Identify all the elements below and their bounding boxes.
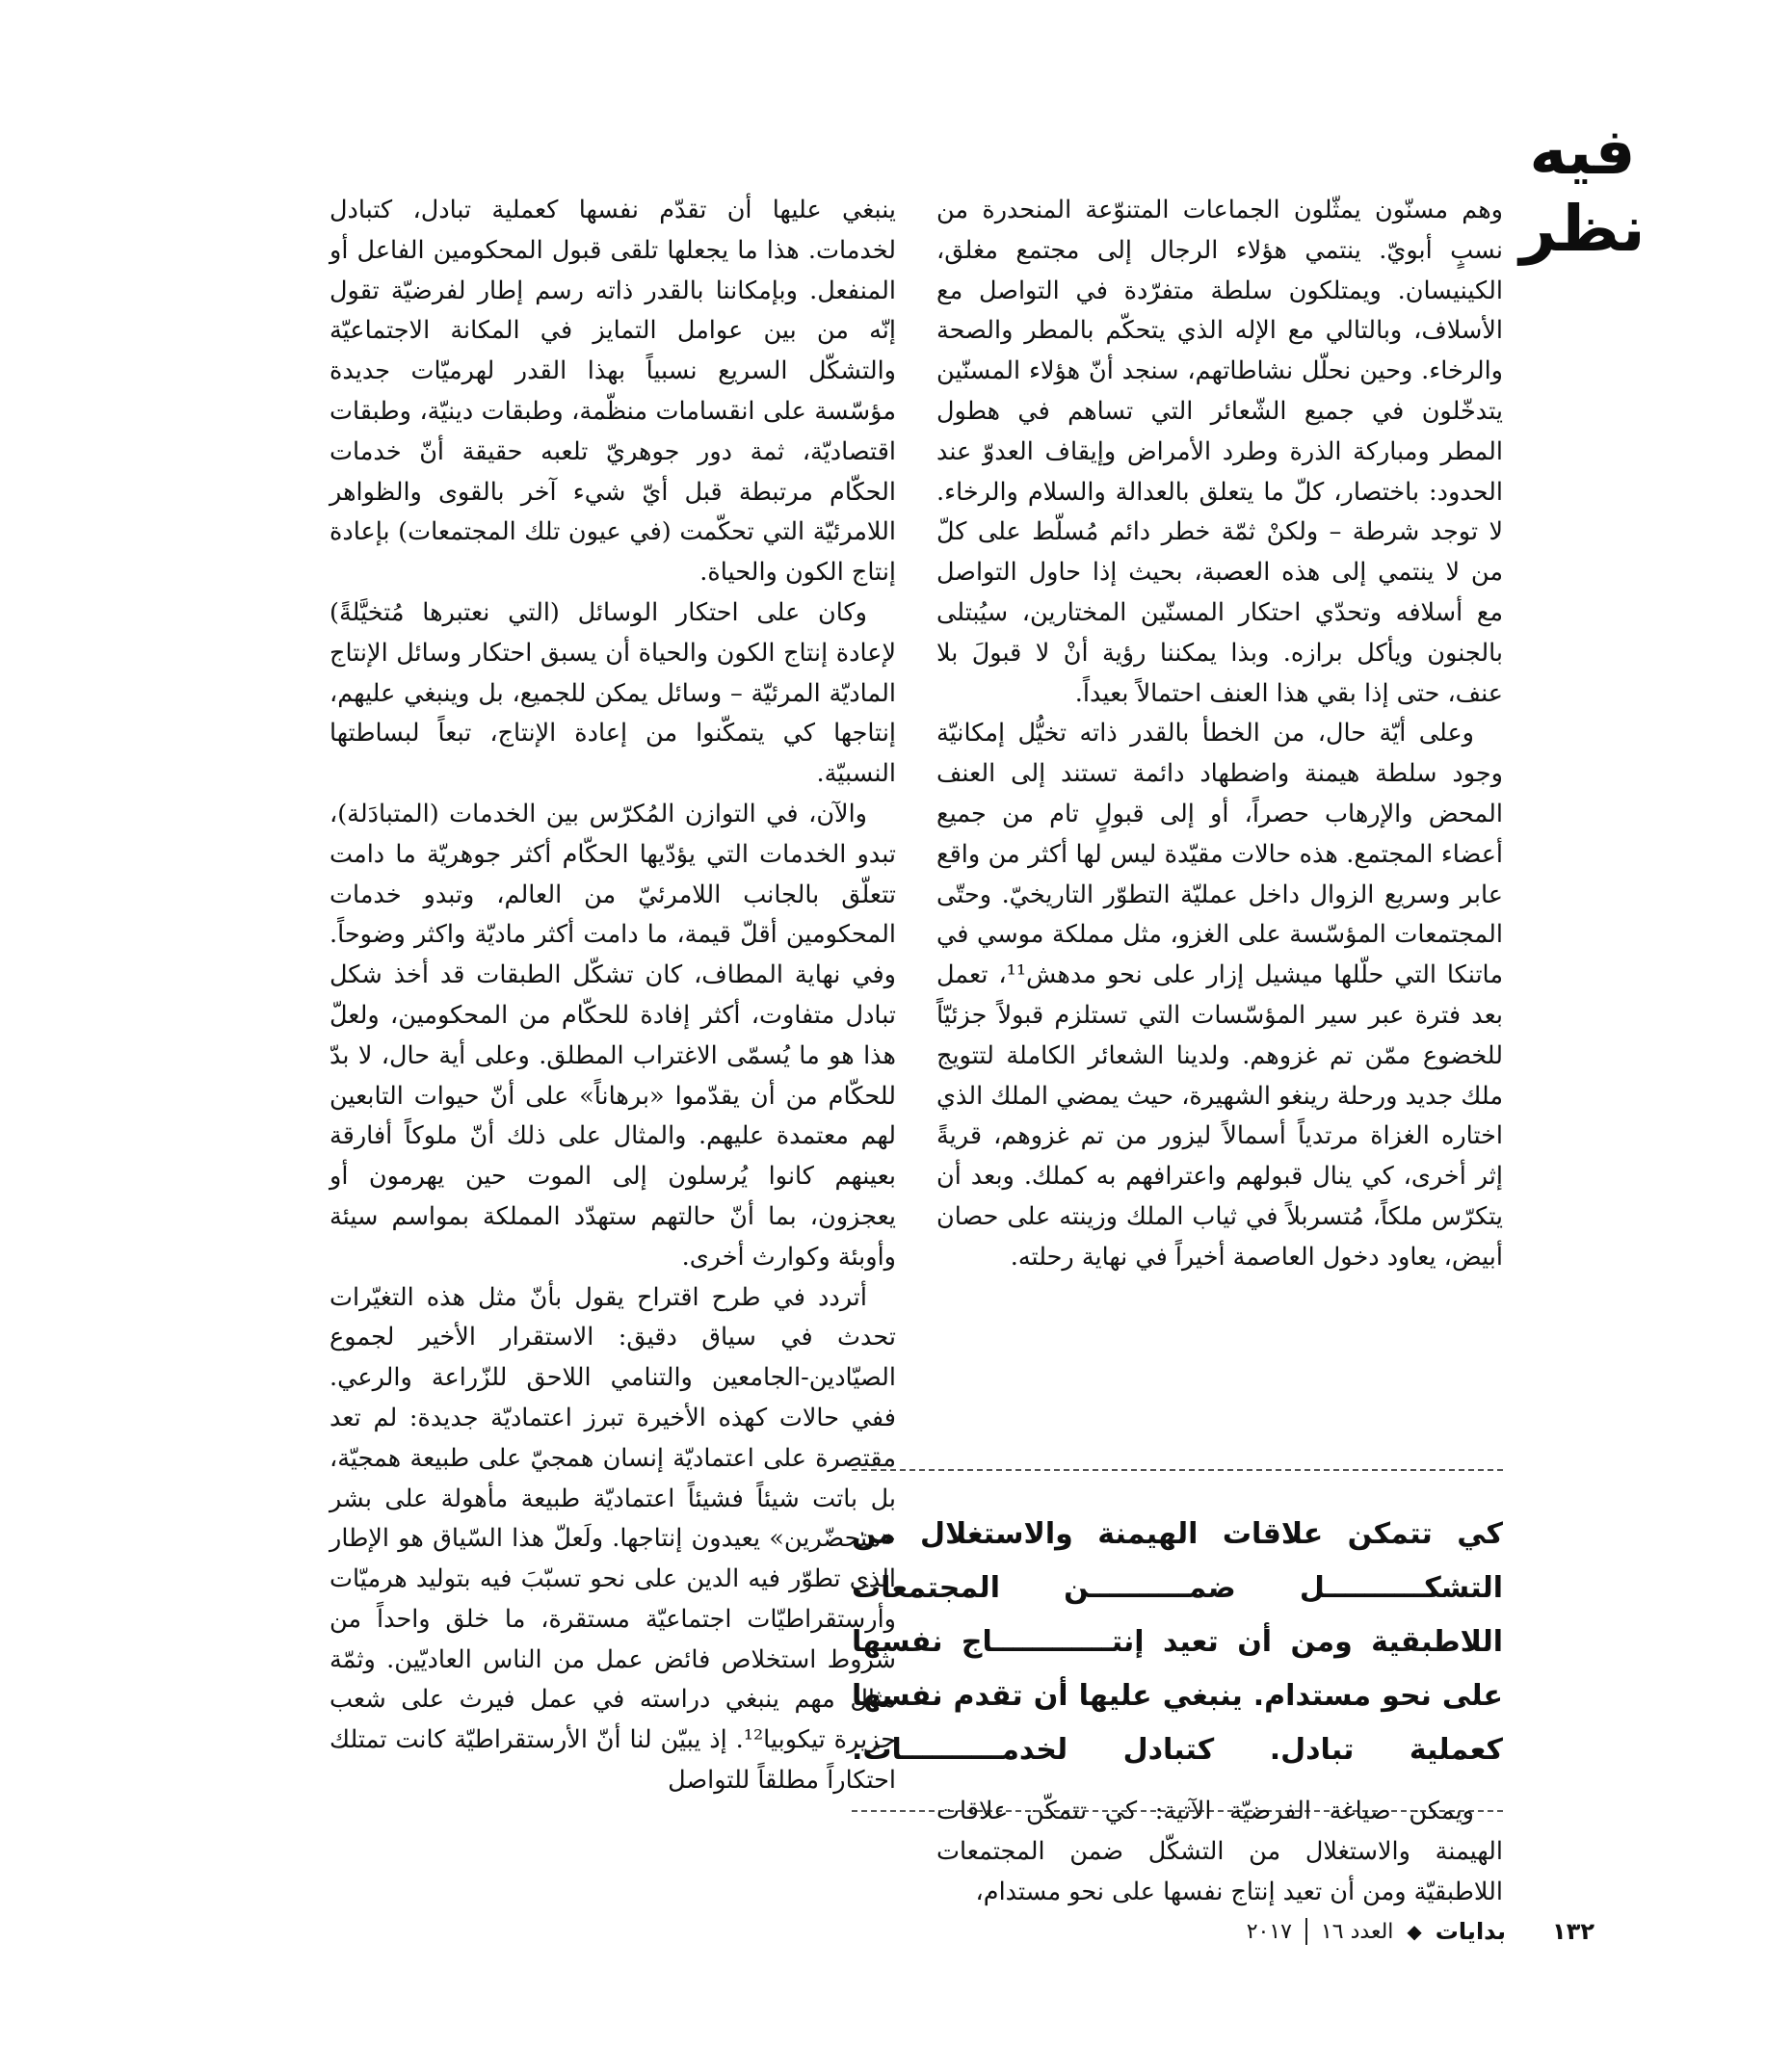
paragraph: ويمكن صياغة الفرضيّة الآتية: كي تتمكّن علاقات الهيمنة والاستغلال من التشكّل ضمن المجتمعات اللاطبقيّة ومن أن تعيد إنتاج نفسها على نحو مستدام، [936, 1797, 1503, 1906]
column-right-bottom [936, 1792, 1503, 1912]
page-footer [1247, 1912, 1594, 1951]
column-left [329, 191, 896, 1801]
issue-year: ٢٠١٧ [1246, 1919, 1292, 1944]
page-number: ١٣٢ [1552, 1918, 1594, 1945]
pull-quote [852, 1469, 1503, 1812]
section-logo: فيه نظر [1519, 115, 1646, 266]
magazine-name: بدايات [1435, 1918, 1507, 1945]
issue-number: العدد ١٦ [1320, 1919, 1394, 1944]
footer-separator [1305, 1918, 1307, 1945]
paragraph: أتردد في طرح اقتراح يقول بأنّ مثل هذه التغيّرات تحدث في سياق دقيق: الاستقرار الأخير لجموع الصيّادين-الجامعين والتنامي اللاحق للزّراعة والرعي. ففي حالات كهذه الأخيرة تبرز اعتماديّة جديدة: لم تعد مقتصرة على اعتماديّة إنسان همجيّ على طبيعة همجيّة، بل باتت شيئاً فشيئاً اعتماديّة طبيعة مأهولة على بشر «متحضّرين» يعيدون إنتاجها. ولَعلّ هذا السّياق هو الإطار الذي تطوّر فيه الدين على نحو تسبّبَ فيه بتوليد هرميّات وأرستقراطيّات اجتماعيّة مستقرة، ما خلق واحداً من شروط استخلاص فائض عمل من الناس العاديّين. وثمّة مثال مهم ينبغي دراسته في عمل فيرث على شعب جزيرة تيكوبيا¹². إذ يبيّن لنا أنّ الأرستقراطيّة كانت تمتلك احتكاراً مطلقاً للتواصل [329, 1282, 896, 1796]
paragraph: وهم مسنّون يمثّلون الجماعات المتنوّعة المنحدرة من نسبٍ أبويّ. ينتمي هؤلاء الرجال إلى مجتمع مغلق، الكينيسان. ويمتلكون سلطة متفرّدة في التواصل مع الأسلاف، وبالتالي مع الإله الذي يتحكّم بالمطر والصحة والرخاء. وحين نحلّل نشاطاتهم، سنجد أنّ هؤلاء المسنّين يتدخّلون في جميع الشّعائر التي تساهم في هطول المطر ومباركة الذرة وطرد الأمراض وإيقاف العدوّ عند الحدود: باختصار، كلّ ما يتعلق بالعدالة والسلام والرخاء. لا توجد شرطة – ولكنْ ثمّة خطر دائم مُسلّط على كلّ من لا ينتمي إلى هذه العصبة، بحيث إذا حاول التواصل مع أسلافه وتحدّي احتكار المسنّين المختارين، سيُبتلى بالجنون ويأكل برازه. وبذا يمكننا رؤية أنْ لا قبولَ بلا عنف، حتى إذا بقي هذا العنف احتمالاً بعيداً. [936, 196, 1503, 708]
column-right-top [936, 191, 1503, 1278]
paragraph: ينبغي عليها أن تقدّم نفسها كعملية تبادل، كتبادل لخدمات. هذا ما يجعلها تلقى قبول المحكومين الفاعل أو المنفعل. وبإمكاننا بالقدر ذاته رسم إطار لفرضيّة تقول إنّه من بين عوامل التمايز في المكانة الاجتماعيّة والتشكّل السريع نسبياً بهذا القدر لهرميّات جديدة مؤسّسة على انقسامات منظّمة، وطبقات دينيّة، وطبقات اقتصاديّة، ثمة دور جوهريّ تلعبه حقيقة أنّ خدمات الحكّام مرتبطة قبل أيّ شيء آخر بالقوى والظواهر اللامرئيّة التي تحكّمت (في عيون تلك المجتمعات) بإعادة إنتاج الكون والحياة. [329, 196, 896, 588]
pull-quote-text: كي تتمكن علاقات الهيمنة والاستغلال من التشكــــــــــل ضمــــــــــن المجتمعات اللاطبقية ومن أن تعيد إنتــــــــــــاج نفسها على نحو مستدام. ينبغي عليها أن تقدم نفسها كعملية تبادل. كتبادل لخدمــــــــــات. [852, 1517, 1503, 1767]
paragraph: والآن، في التوازن المُكرّس بين الخدمات (المتبادَلة)، تبدو الخدمات التي يؤدّيها الحكّام أكثر جوهريّة ما دامت تتعلّق بالجانب اللامرئيّ من العالم، وتبدو خدمات المحكومين أقلّ قيمة، ما دامت أكثر ماديّة واكثر وضوحاً. وفي نهاية المطاف، كان تشكّل الطبقات قد أخذ شكل تبادل متفاوت، أكثر إفادة للحكّام من المحكومين، ولعلّ هذا هو ما يُسمّى الاغتراب المطلق. وعلى أية حال، لا بدّ للحكّام من أن يقدّموا «برهاناً» على أنّ حيوات التابعين لهم معتمدة عليهم. والمثال على ذلك أنّ ملوكاً أفارقة بعينهم كانوا يُرسلون إلى الموت حين يهرمون أو يعجزون، بما أنّ حالتهم ستهدّد المملكة بمواسم سيئة وأوبئة وكوارث أخرى. [329, 799, 896, 1272]
diamond-icon: ◆ [1407, 1920, 1422, 1943]
paragraph: وكان على احتكار الوسائل (التي نعتبرها مُتخيَّلةً) لإعادة إنتاج الكون والحياة أن يسبق احتكار وسائل الإنتاج الماديّة المرئيّة – وسائل يمكن للجميع، بل وينبغي عليهم، إنتاجها كي يتمكّنوا من إعادة الإنتاج، تبعاً لبساطتها النسبيّة. [329, 597, 896, 789]
paragraph: وعلى أيّة حال، من الخطأ بالقدر ذاته تخيُّل إمكانيّة وجود سلطة هيمنة واضطهاد دائمة تستند إلى العنف المحض والإرهاب حصراً، أو إلى قبولٍ تام من جميع أعضاء المجتمع. هذه حالات مقيّدة ليس لها أكثر من واقع عابر وسريع الزوال داخل عمليّة التطوّر التاريخيّ. وحتّى المجتمعات المؤسّسة على الغزو، مثل مملكة موسي في ماتنكا التي حلّلها ميشيل إزار على نحو مدهش¹¹، تعمل بعد فترة عبر سير المؤسّسات التي تستلزم قبولاً جزئيّاً للخضوع ممّن تم غزوهم. ولدينا الشعائر الكاملة لتتويج ملك جديد ورحلة رينغو الشهيرة، حيث يمضي الملك الذي اختاره الغزاة مرتدياً أسمالاً ليزور من تم غزوهم، قريةً إثر أخرى، كي ينال قبولهم واعترافهم به كملك. وبعد أن يتكرّس ملكاً، مُتسربلاً في ثياب الملك وزينته على حصان أبيض، يعاود دخول العاصمة أخيراً في نهاية رحلته. [936, 719, 1503, 1272]
